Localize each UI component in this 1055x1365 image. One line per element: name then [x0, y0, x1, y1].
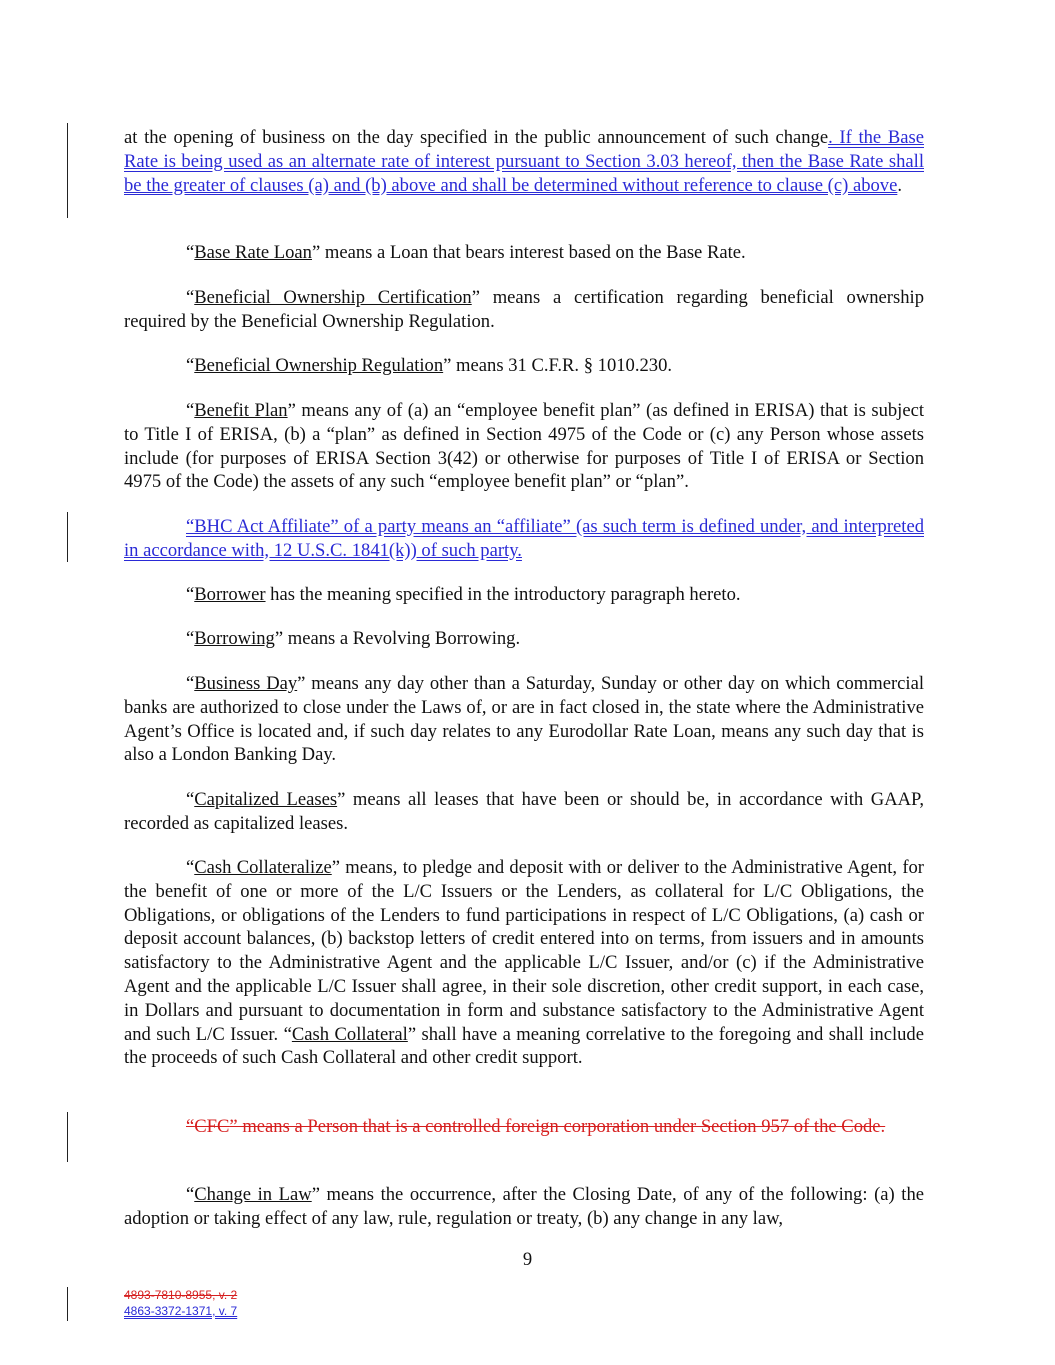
defined-term: Beneficial Ownership Regulation [194, 355, 444, 376]
change-bar [67, 512, 68, 562]
definition-borrowing [124, 627, 924, 651]
quote-mark: “ [186, 584, 195, 605]
quote-mark: “ [186, 287, 195, 308]
defined-term: Borrower [194, 584, 266, 605]
definition-beneficial-ownership-regulation [124, 354, 924, 378]
definition-text: ” means any day other than a Saturday, Sunday or other day on which commercial banks are authorized to close under the Laws of, or are in fact closed in, the state where the Administrative Agent’s Office is located and, if such day relates to any Eurodollar Rate Loan, means any such day that is also a London Banking Day. [124, 673, 924, 766]
definition-text: ” means the occurrence, after the Closing Date, of any of the following: (a) the adoption or taking effect of any law, rule, regulation or treaty, (b) any change in any law, [124, 1184, 924, 1229]
definition-base-rate-loan [124, 241, 924, 265]
definition-text: ” means all leases that have been or should be, in accordance with GAAP, recorded as capitalized leases. [124, 789, 924, 834]
text: . [897, 174, 902, 196]
defined-term: Beneficial Ownership Certification [194, 287, 472, 308]
quote-mark: “ [186, 673, 195, 694]
definition-business-day [124, 672, 924, 767]
deleted-text: “ [186, 1116, 195, 1137]
defined-term: Cash Collateralize [194, 857, 332, 878]
definition-beneficial-ownership-certification [124, 286, 924, 334]
quote-mark: “ [186, 242, 195, 263]
quote-mark: “ [186, 355, 195, 376]
page-number: 9 [522, 1249, 533, 1270]
definition-text: ” means a Revolving Borrowing. [274, 628, 521, 649]
change-bar [67, 1287, 68, 1321]
quote-mark: “ [186, 857, 195, 878]
doc-id-deleted: 4893-7810-8955, v. 2 [124, 1288, 238, 1302]
definition-text: ” means a certification regarding beneficial ownership required by the Beneficial Ownership Regulation. [124, 287, 924, 332]
definition-cash-collateralize [124, 856, 924, 1070]
defined-term: Business Day [194, 673, 298, 694]
definition-text: ” means a Loan that bears interest based on the Base Rate. [311, 242, 746, 263]
defined-term: Capitalized Leases [194, 789, 338, 810]
inserted-text: . If the Base Rate is being used as an alternate rate of interest pursuant to Section 3.03 hereof, then the Base Rate shall be the greater of clauses (a) and (b) above and shall be determined without reference to clause (c) above [124, 127, 924, 196]
quote-mark: “ [186, 789, 195, 810]
inserted-text: “BHC Act Affiliate” of a party means an “affiliate” (as such term is defined under, and interpreted in accordance with, 12 U.S.C. 1841(k)) of such party. [124, 516, 924, 561]
definition-bhc-act-affiliate [124, 515, 924, 563]
definition-capitalized-leases [124, 788, 924, 836]
definition-text: ” shall have a meaning correlative to the foregoing and shall include the proceeds of such Cash Collateral and other credit support. [124, 1023, 924, 1069]
change-bar [67, 1112, 68, 1162]
paragraph-base-rate-continuation [124, 126, 924, 197]
definition-cfc-deleted [124, 1115, 924, 1139]
definition-borrower [124, 583, 924, 607]
defined-term: Borrowing [194, 628, 275, 649]
quote-mark: “ [186, 628, 195, 649]
quote-mark: “ [186, 400, 195, 421]
text: at the opening of business on the day specified in the public announcement of such change [124, 127, 829, 148]
defined-term: Change in Law [194, 1184, 312, 1205]
defined-term: Benefit Plan [194, 400, 288, 421]
definition-text: has the meaning specified in the introductory paragraph hereto. [265, 584, 741, 605]
quote-mark: “ [186, 1184, 195, 1205]
defined-term: Base Rate Loan [194, 242, 312, 263]
deleted-defined-term: CFC [194, 1116, 230, 1137]
definition-text: ” means 31 C.F.R. § 1010.230. [443, 355, 673, 376]
doc-id-inserted: 4863-3372-1371, v. 7 [124, 1304, 238, 1318]
definition-text: ” means any of (a) an “employee benefit plan” (as defined in ERISA) that is subject to Title I of ERISA, (b) a “plan” as defined in Section 4975 of the Code or (c) any Person whose assets include (for purposes of ERISA Section 3(42) or otherwise for purposes of Title I of ERISA or Section 4975 of the Code) the assets of any such “employee benefit plan” or “plan”. [124, 400, 925, 493]
change-bar [67, 123, 68, 218]
definition-change-in-law [124, 1183, 924, 1231]
definition-text: ” means, to pledge and deposit with or deliver to the Administrative Agent, for the benefit of one or more of the L/C Issuers or the Lenders, as collateral for L/C Obligations, the Obligations, or obligations of the Lenders to fund participations in respect of L/C Obligations, (a) cash or deposit account balances, (b) backstop letters of credit entered into on terms, from issuers and in amounts satisfactory to the Administrative Agent and the applicable L/C Issuer, and/or (c) if the Administrative Agent and the applicable L/C Issuer shall agree, in their sole discretion, other credit support, in each case, in Dollars and pursuant to documentation in form and substance satisfactory to the Administrative Agent and such L/C Issuer. “ [124, 857, 924, 1045]
definition-benefit-plan [124, 399, 924, 494]
deleted-text: ” means a Person that is a controlled foreign corporation under Section 957 of the Code. [229, 1116, 886, 1137]
defined-term: Cash Collateral [291, 1023, 408, 1045]
